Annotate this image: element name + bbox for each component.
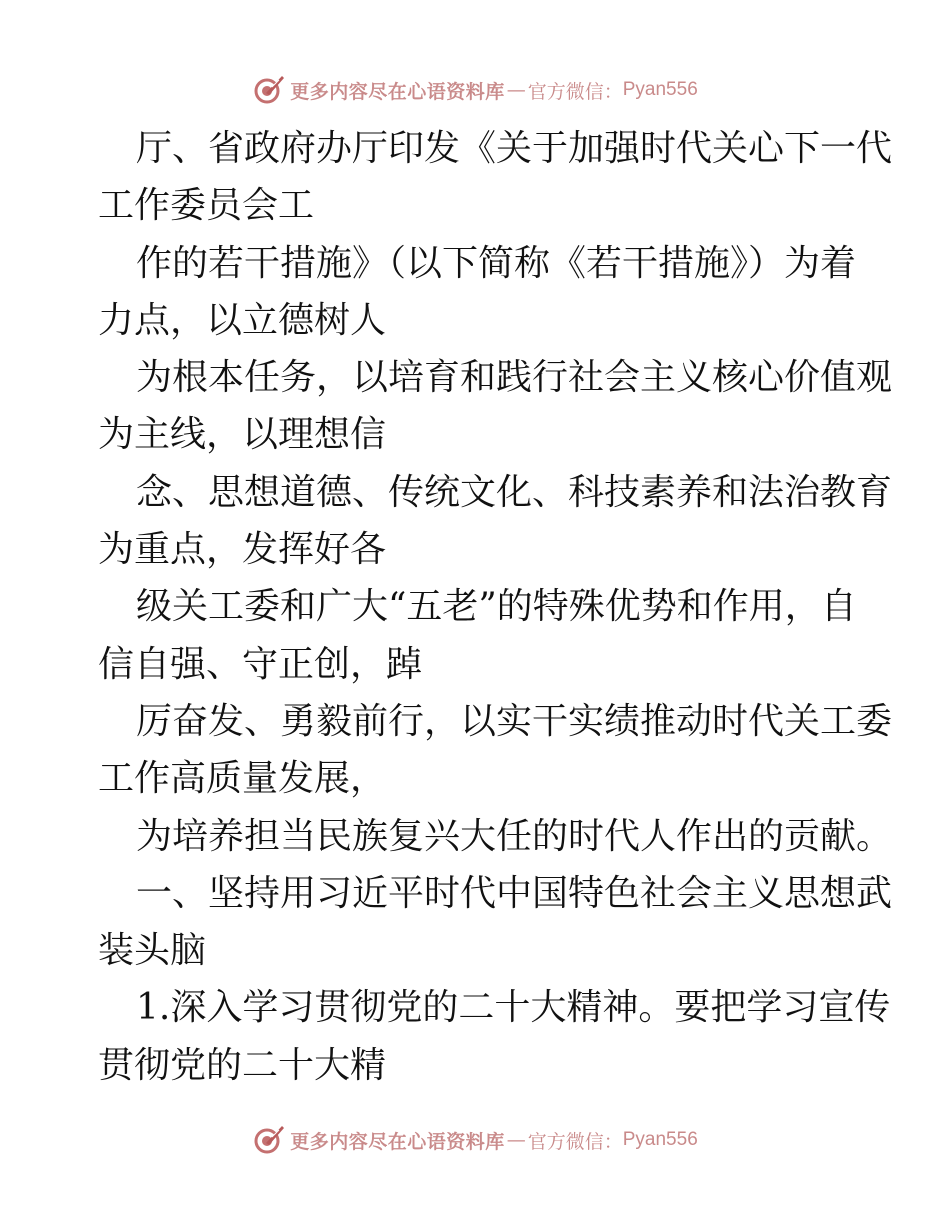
text-line: 为主线，以理想信	[98, 414, 387, 456]
text-line: 装头脑	[98, 930, 207, 972]
text-line: 工作高质量发展，	[98, 758, 387, 800]
banner-contact-label: 官方微信：	[527, 80, 623, 103]
document-body	[98, 120, 893, 1094]
section-heading: 一、坚持用习近平时代中国特色社会主义思想武	[136, 872, 893, 914]
text-line: 级关工委和广大“五老”的特殊优势和作用，自	[136, 586, 857, 628]
text-line: 为培养担当民族复兴大任的时代人作出的贡献。	[136, 815, 893, 857]
text-line: 作的若干措施》（以下简称《若干措施》）为着	[136, 242, 857, 284]
text-line: 厅、省政府办厅印发《关于加强时代关心下一代	[136, 128, 893, 169]
quill-seal-icon	[252, 73, 286, 107]
quill-seal-icon	[252, 1123, 286, 1157]
header-banner	[0, 70, 950, 110]
text-line: 为根本任务，以培育和践行社会主义核心价值观	[136, 357, 893, 399]
text-line: 力点，以立德树人	[98, 299, 387, 341]
banner-contact-label: 官方微信：	[527, 1130, 623, 1153]
text-line: 1.深入学习贯彻党的二十大精神。要把学习宣传	[136, 987, 891, 1029]
text-line: 工作委员会工	[98, 185, 315, 227]
banner-separator: —	[506, 1129, 526, 1151]
text-line: 贯彻党的二十大精	[98, 1044, 387, 1086]
banner-slogan: 更多内容尽在心语资料库	[290, 80, 505, 103]
text-line: 厉奋发、勇毅前行，以实干实绩推动时代关工委	[136, 700, 893, 742]
text-line: 信自强、守正创，踔	[98, 643, 423, 685]
banner-contact-id: Pyan556	[622, 79, 698, 100]
footer-banner	[0, 1120, 950, 1160]
banner-slogan: 更多内容尽在心语资料库	[290, 1130, 505, 1153]
text-line: 为重点，发挥好各	[98, 529, 387, 571]
banner-contact-id: Pyan556	[622, 1129, 698, 1150]
banner-separator: —	[506, 79, 526, 101]
text-line: 念、思想道德、传统文化、科技素养和法治教育	[136, 471, 893, 513]
